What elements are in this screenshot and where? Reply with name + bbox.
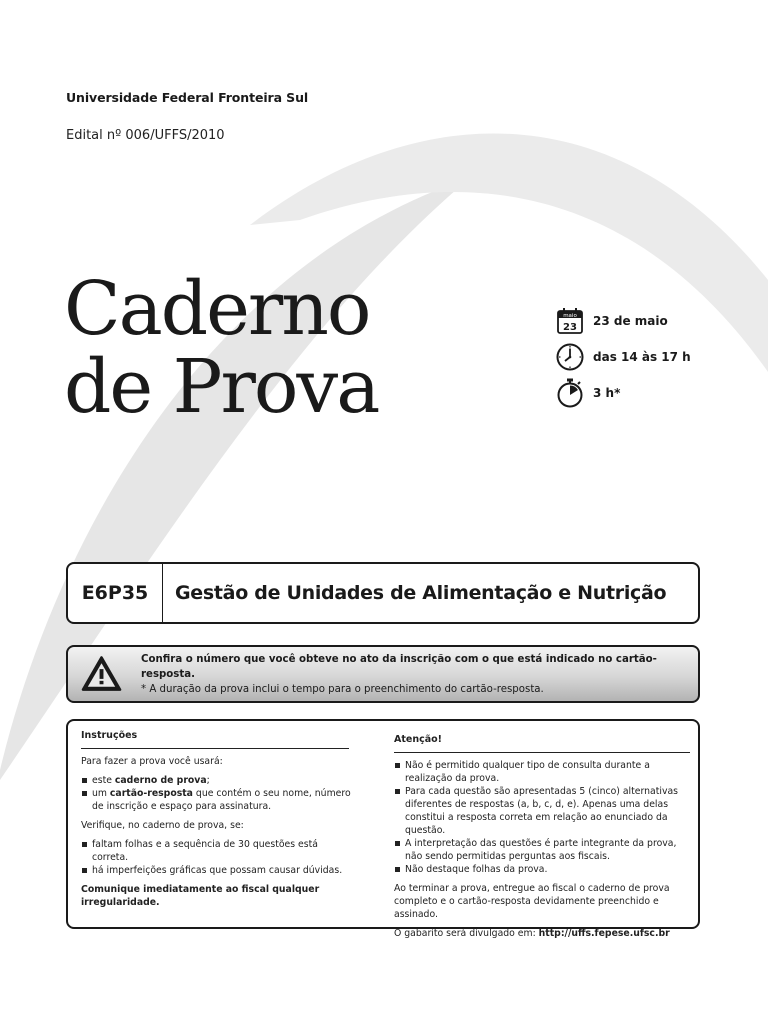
instructions-column [81, 729, 351, 915]
attention-list [394, 759, 690, 876]
time-row [556, 339, 691, 375]
date-row [556, 303, 691, 339]
gabarito-link[interactable]: http://uffs.fepese.ufsc.br [538, 928, 670, 939]
warning-box [66, 645, 700, 703]
closing-text: Ao terminar a prova, entregue ao fiscal o caderno de prova completo e o cartão-resposta devidamente preenchido e assinado. [394, 883, 670, 920]
title-line-2: de Prova [64, 344, 379, 430]
calendar-icon [556, 306, 584, 336]
checks-list [81, 838, 351, 877]
list-item: faltam folhas e a sequência de 30 questões está correta. [81, 838, 351, 864]
list-item: Para cada questão são apresentadas 5 (cinco) alternativas diferentes de respostas (a, b, c, d, e). Apenas uma delas constitui a resposta correta em relação ao enunciado da questão. [394, 785, 690, 837]
list-item: Não destaque folhas da prova. [394, 863, 690, 876]
warning-icon [80, 654, 123, 694]
list-item: Não é permitido qualquer tipo de consulta durante a realização da prova. [394, 759, 690, 785]
exam-code-box [66, 562, 700, 624]
clock-icon [556, 342, 584, 372]
title-line-1: Caderno [64, 266, 370, 352]
warning-line-2: * A duração da prova inclui o tempo para o preenchimento do cartão-resposta. [141, 683, 544, 695]
university-name: Universidade Federal Fronteira Sul [66, 90, 309, 105]
attention-heading: Atenção! [394, 733, 690, 753]
gabarito-text: O gabarito será divulgado em: http://uffs.fepese.ufsc.br [394, 928, 670, 939]
attention-column [394, 729, 690, 946]
list-item: um cartão-resposta que contém o seu nome, número de inscrição e espaço para assinatura. [81, 787, 351, 813]
warning-line-1: Confira o número que você obteve no ato da inscrição com o que está indicado no cartão-resposta. [141, 653, 657, 680]
exam-code: E6P35 [68, 564, 163, 622]
instructions-heading: Instruções [81, 729, 349, 749]
exam-info [556, 303, 691, 411]
instructions-intro: Para fazer a prova você usará: [81, 756, 223, 767]
exam-date: 23 de maio [593, 314, 668, 328]
instructions-box [66, 719, 700, 939]
calendar-month: maio [563, 313, 577, 319]
calendar-day: 23 [563, 322, 577, 333]
exam-subject: Gestão de Unidades de Alimentação e Nutrição [175, 582, 667, 604]
verify-text: Verifique, no caderno de prova, se: [81, 820, 244, 831]
exam-duration: 3 h* [593, 386, 621, 400]
duration-row [556, 375, 691, 411]
list-item: este caderno de prova; [81, 774, 351, 787]
warning-text [141, 652, 698, 697]
list-item: há imperfeições gráficas que possam causar dúvidas. [81, 864, 351, 877]
exam-time: das 14 às 17 h [593, 350, 691, 364]
list-item: A interpretação das questões é parte integrante da prova, não sendo permitidas perguntas aos fiscais. [394, 837, 690, 863]
materials-list [81, 774, 351, 813]
edital-number: Edital nº 006/UFFS/2010 [66, 128, 225, 143]
stopwatch-icon [556, 378, 584, 408]
irregularity-notice: Comunique imediatamente ao fiscal qualquer irregularidade. [81, 884, 320, 908]
page-title [64, 266, 379, 430]
